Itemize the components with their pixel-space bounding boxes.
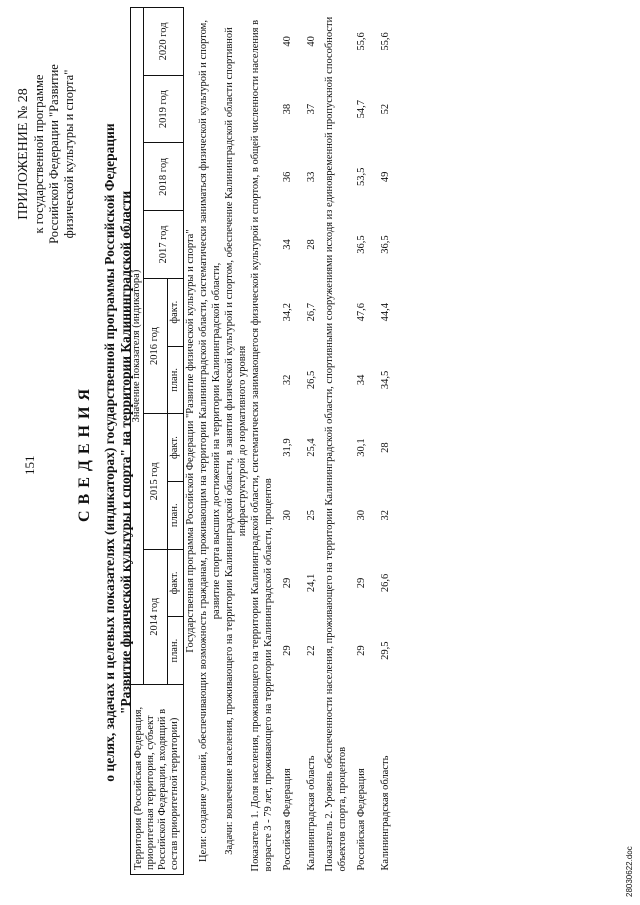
cell-value: 24,1 (305, 573, 317, 593)
cell-value: 54,7 (355, 99, 367, 119)
appendix-line: Российской Федерации "Развитие (47, 64, 61, 244)
document-subtitle-line2: "Развитие физической культуры и спорта" на территории Калининградской области (118, 190, 133, 715)
cell-value: 29,5 (379, 641, 391, 660)
cell-value: 31,9 (281, 438, 293, 457)
fact-header: факт. (167, 278, 184, 346)
cell-value: 29 (281, 577, 293, 589)
table-row (349, 8, 373, 875)
appendix-line: к государственной программе (32, 74, 46, 234)
appendix-title: ПРИЛОЖЕНИЕ № 28 (16, 88, 31, 220)
cell-value: 22 (305, 645, 317, 656)
territory-name: Российская Федерация (281, 768, 293, 871)
territory-name: Калининградская область (305, 755, 317, 871)
cell-value: 30 (281, 510, 293, 521)
cell-value: 25,4 (305, 438, 317, 457)
plan-header: план. (167, 481, 184, 549)
cell-value: 26,6 (379, 573, 391, 593)
year-header: 2018 год (144, 143, 184, 211)
document-code: 28030622.doc (625, 846, 634, 897)
table-row (275, 8, 299, 875)
cell-value: 25 (305, 510, 317, 521)
cell-value: 52 (379, 103, 391, 115)
cell-value: 36,5 (379, 235, 391, 254)
page-number: 151 (22, 455, 37, 475)
indicator-title: Показатель 1. Доля населения, проживающего на территории Калининградской области, систематически занимающегося физической культурой и спортом, в общей численности населения в возрасте 3 - 79 лет, проживающего на территории Калининградской области, процентов (250, 19, 274, 872)
cell-value: 29 (281, 645, 293, 656)
fact-header: факт. (167, 549, 184, 617)
territory-name: Калининградская область (379, 755, 391, 871)
indicators-table (130, 7, 397, 875)
table-row (299, 8, 323, 875)
program-tasks: Задачи: вовлечение населения, проживающего на территории Калининградской области, в занятия физической культурой и спортом, обеспечение Калининградской области спортивной инфраструктурой до нормативного уровня (224, 27, 248, 855)
cell-value: 32 (379, 510, 391, 521)
cell-value: 33 (305, 171, 317, 183)
cell-value: 40 (281, 36, 293, 47)
cell-value: 34 (355, 374, 367, 386)
cell-value: 36,5 (355, 235, 367, 254)
year-header: 2014 год (144, 549, 168, 684)
document-title: СВЕДЕНИЯ (76, 382, 93, 523)
cell-value: 53,5 (355, 167, 367, 187)
cell-value: 30 (355, 510, 367, 521)
plan-header: план. (167, 617, 184, 685)
appendix-block (16, 24, 77, 284)
cell-value: 34 (281, 239, 293, 250)
cell-value: 28 (305, 239, 317, 250)
cell-value: 29 (355, 577, 367, 589)
cell-value: 32 (281, 374, 293, 386)
year-header: 2019 год (144, 75, 184, 143)
cell-value: 26,5 (305, 370, 317, 390)
territory-name: Российская Федерация (355, 768, 367, 871)
cell-value: 55,6 (379, 32, 391, 51)
cell-value: 49 (379, 171, 391, 183)
cell-value: 44,4 (379, 303, 391, 322)
value-header: Значение показателя (индикатора) (131, 8, 144, 685)
document-heading (76, 0, 134, 905)
program-goals: Цели: создание условий, обеспечивающих возможность гражданам, проживающим на территории Калининградской области, систематически заниматься физической культурой и спортом, развитие спорта высших достижений на территории Калининградской области, (198, 20, 222, 862)
territory-header: Территория (Российская Федерация, приоритетная территория, субъект Российской Федерации, входящий в состав приоритетной территории) (131, 685, 184, 875)
cell-value: 34,2 (281, 303, 293, 322)
cell-value: 29 (355, 645, 367, 656)
year-header: 2020 год (144, 8, 184, 76)
cell-value: 38 (281, 103, 293, 115)
year-header: 2017 год (144, 211, 184, 279)
cell-value: 36 (281, 171, 293, 183)
year-header: 2015 год (144, 414, 168, 549)
program-title: Государственная программа Российской Федерации "Развитие физической культуры и спорта" (185, 229, 196, 653)
cell-value: 47,6 (355, 303, 367, 322)
cell-value: 40 (305, 36, 317, 47)
table-row (373, 8, 397, 875)
year-header: 2016 год (144, 278, 168, 413)
cell-value: 26,7 (305, 303, 317, 322)
document-subtitle-line1: о целях, задачах и целевых показателях (индикаторах) государственной программы Российской Федерации (102, 123, 117, 782)
appendix-line: физической культуры и спорта" (62, 69, 76, 239)
indicator-title: Показатель 2. Уровень обеспеченности населения, проживающего на территории Калининградской области, спортивными сооружениями исходя из единовременной пропускной способности объектов спорта, процентов (324, 16, 348, 872)
cell-value: 34,5 (379, 370, 391, 390)
cell-value: 37 (305, 103, 317, 115)
fact-header: факт. (167, 414, 184, 482)
cell-value: 30,1 (355, 438, 367, 457)
cell-value: 28 (379, 442, 391, 453)
cell-value: 55,6 (355, 32, 367, 51)
plan-header: план. (167, 346, 184, 414)
